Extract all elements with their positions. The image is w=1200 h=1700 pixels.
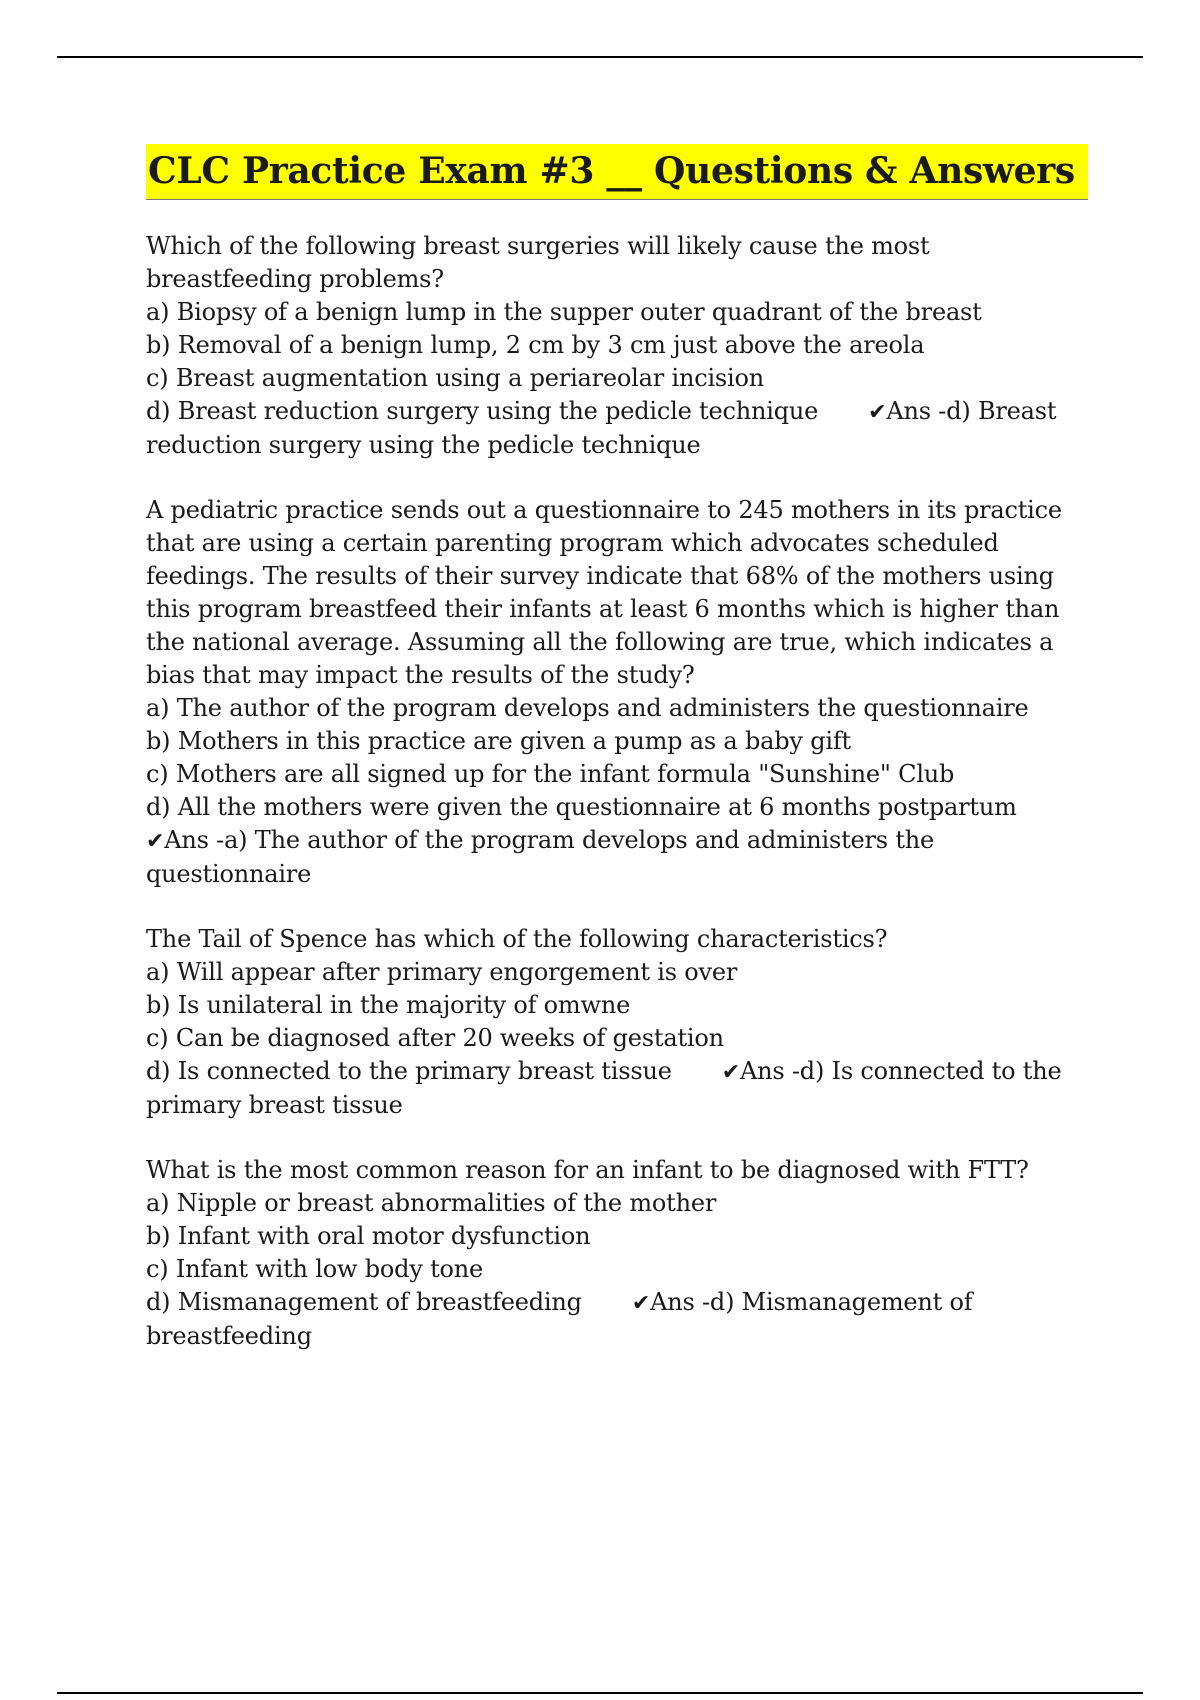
answer-text: Ans -a) The author of the program develops and administers the	[164, 826, 935, 854]
option-a: a) Will appear after primary engorgement is over	[146, 958, 738, 986]
answer-text: Ans -d) Mismanagement of	[650, 1288, 973, 1316]
question-stem-line: What is the most common reason for an infant to be diagnosed with FTT?	[146, 1156, 1029, 1184]
option-d: d) Breast reduction surgery using the pedicle technique	[146, 397, 819, 425]
option-b: b) Infant with oral motor dysfunction	[146, 1222, 591, 1250]
option-d: d) Mismanagement of breastfeeding	[146, 1288, 582, 1316]
question-4	[146, 1154, 1088, 1353]
question-stem-line: the national average. Assuming all the following are true, which indicates a	[146, 628, 1054, 656]
option-a: a) Nipple or breast abnormalities of the mother	[146, 1189, 717, 1217]
option-d-with-answer	[146, 395, 1088, 429]
question-stem-line: this program breastfeed their infants at least 6 months which is higher than	[146, 595, 1060, 623]
question-stem-line: bias that may impact the results of the study?	[146, 661, 695, 689]
answer-line	[146, 824, 1088, 858]
question-stem-line: A pediatric practice sends out a questionnaire to 245 mothers in its practice	[146, 496, 1062, 524]
option-c: c) Breast augmentation using a periareolar incision	[146, 364, 765, 392]
option-c: c) Mothers are all signed up for the infant formula "Sunshine" Club	[146, 760, 955, 788]
option-d-with-answer	[146, 1286, 1088, 1320]
header-rule	[57, 56, 1143, 58]
checkmark-icon: ✔	[721, 1060, 740, 1085]
question-stem-line: that are using a certain parenting program which advocates scheduled	[146, 529, 999, 557]
option-c: c) Infant with low body tone	[146, 1255, 484, 1283]
answer-text: Ans -d) Is connected to the	[739, 1057, 1062, 1085]
option-b: b) Mothers in this practice are given a pump as a baby gift	[146, 727, 851, 755]
question-2	[146, 494, 1088, 891]
checkmark-icon: ✔	[631, 1291, 651, 1316]
option-d: d) All the mothers were given the questionnaire at 6 months postpartum	[146, 793, 1017, 821]
answer-text-continued: primary breast tissue	[146, 1091, 403, 1119]
option-a: a) The author of the program develops and administers the questionnaire	[146, 694, 1029, 722]
question-stem-line: The Tail of Spence has which of the following characteristics?	[146, 925, 888, 953]
answer-text: Ans -d) Breast	[886, 397, 1057, 425]
answer-text-continued: questionnaire	[146, 860, 312, 888]
document-body	[146, 144, 1088, 1385]
checkmark-icon: ✔	[868, 400, 887, 425]
title-block	[146, 144, 1088, 200]
answer-text-continued: breastfeeding	[146, 1322, 312, 1350]
option-a: a) Biopsy of a benign lump in the supper outer quadrant of the breast	[146, 298, 982, 326]
option-d: d) Is connected to the primary breast tissue	[146, 1057, 672, 1085]
option-d-with-answer	[146, 1055, 1088, 1089]
option-b: b) Removal of a benign lump, 2 cm by 3 cm just above the areola	[146, 331, 925, 359]
option-c: c) Can be diagnosed after 20 weeks of gestation	[146, 1024, 724, 1052]
page-title: CLC Practice Exam #3 __ Questions & Answers	[146, 144, 1088, 199]
checkmark-icon: ✔	[146, 829, 165, 854]
question-stem-line: breastfeeding problems?	[146, 265, 444, 293]
question-stem-line: Which of the following breast surgeries will likely cause the most	[146, 232, 930, 260]
question-3	[146, 923, 1088, 1122]
question-stem-line: feedings. The results of their survey indicate that 68% of the mothers using	[146, 562, 1054, 590]
option-b: b) Is unilateral in the majority of omwne	[146, 991, 631, 1019]
answer-text-continued: reduction surgery using the pedicle technique	[146, 431, 701, 459]
question-1	[146, 230, 1088, 462]
footer-rule	[57, 1692, 1143, 1694]
